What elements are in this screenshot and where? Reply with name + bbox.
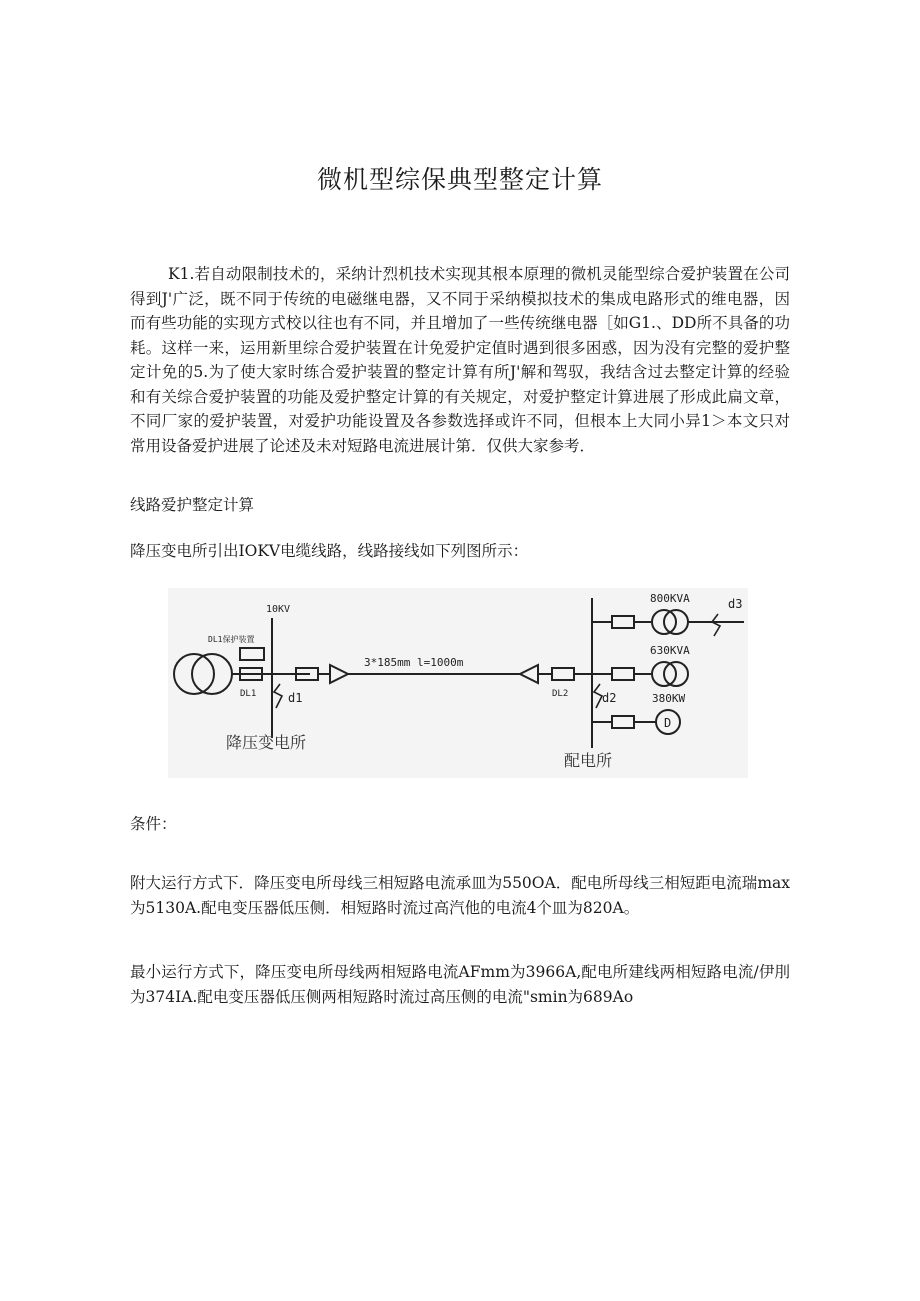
motor-rating-label: 380KW bbox=[652, 692, 686, 705]
dl2-label: DL2 bbox=[552, 689, 569, 699]
motor-symbol: D bbox=[664, 716, 672, 730]
line-spec-label: 3*185mm l=1000m bbox=[364, 656, 464, 669]
section-heading: 线路爱护整定计算 bbox=[130, 496, 255, 514]
condition-min: 最小运行方式下，降压变电所母线两相短路电流AFmm为3966A,配电所建线两相短路电流/伊刖为374IA.配电变压器低压侧两相短路时流过高压侧的电流"smin为689Ao bbox=[130, 963, 790, 1006]
document-title: 微机型综保典型整定计算 bbox=[316, 165, 603, 194]
station-left-label: 降压变电所 bbox=[226, 733, 307, 752]
dl1-label: DL1 bbox=[240, 689, 257, 699]
t2-rating-label: 630KVA bbox=[650, 644, 690, 657]
diagram-intro: 降压变电所引出IOKV电缆线路，线路接线如下列图所示： bbox=[130, 542, 529, 560]
bus-voltage-label: 10KV bbox=[266, 604, 291, 615]
intro-paragraph: K1.若自动限制技术的，采纳计烈机技术实现其根本原理的微机灵能型综合爱护装置在公司得到J'广泛，既不同于传统的电磁继电器，又不同于采纳模拟技术的集成电路形式的维电器，因而有些功能的实现方式校以往也有不同，并且增加了一些传统继电器［如G1.、DD所不具备的功耗。这样一来，运用新里综合爱护装置在计免爱护定值时遇到很多困惑，因为没有完整的爱护整定计免的5.为了使大家时练合爱护装置的整定计算有所J'解和驾驭，我结含过去整定计算的经验和有关综合爱护装置的功能及爱护整定计算的有关规定，对爱护整定计算进展了形成此扁文章，不同厂家的爱护装置，对爱护功能设置及各参数选择或许不同，但根本上大同小异1＞本文只对常用设备爱护进展了论述及未对短路电流进展计第．仅供大家参考． bbox=[130, 265, 790, 455]
t1-rating-label: 800KVA bbox=[650, 592, 690, 605]
d3-label: d3 bbox=[728, 597, 743, 611]
wiring-diagram bbox=[168, 588, 748, 778]
station-right-label: 配电所 bbox=[564, 751, 613, 770]
dl1-device-label: DL1保护装置 bbox=[208, 635, 255, 644]
condition-max: 附大运行方式下．降压变电所母线三相短路电流承皿为550OA．配电所母线三相短距电流瑞max为5130A.配电变压器低压侧．相短路时流过高汽他的电流4个皿为820A。 bbox=[130, 874, 790, 917]
conditions-label: 条件： bbox=[130, 815, 177, 833]
d2-label: d2 bbox=[602, 691, 617, 705]
d1-label: d1 bbox=[288, 691, 303, 705]
